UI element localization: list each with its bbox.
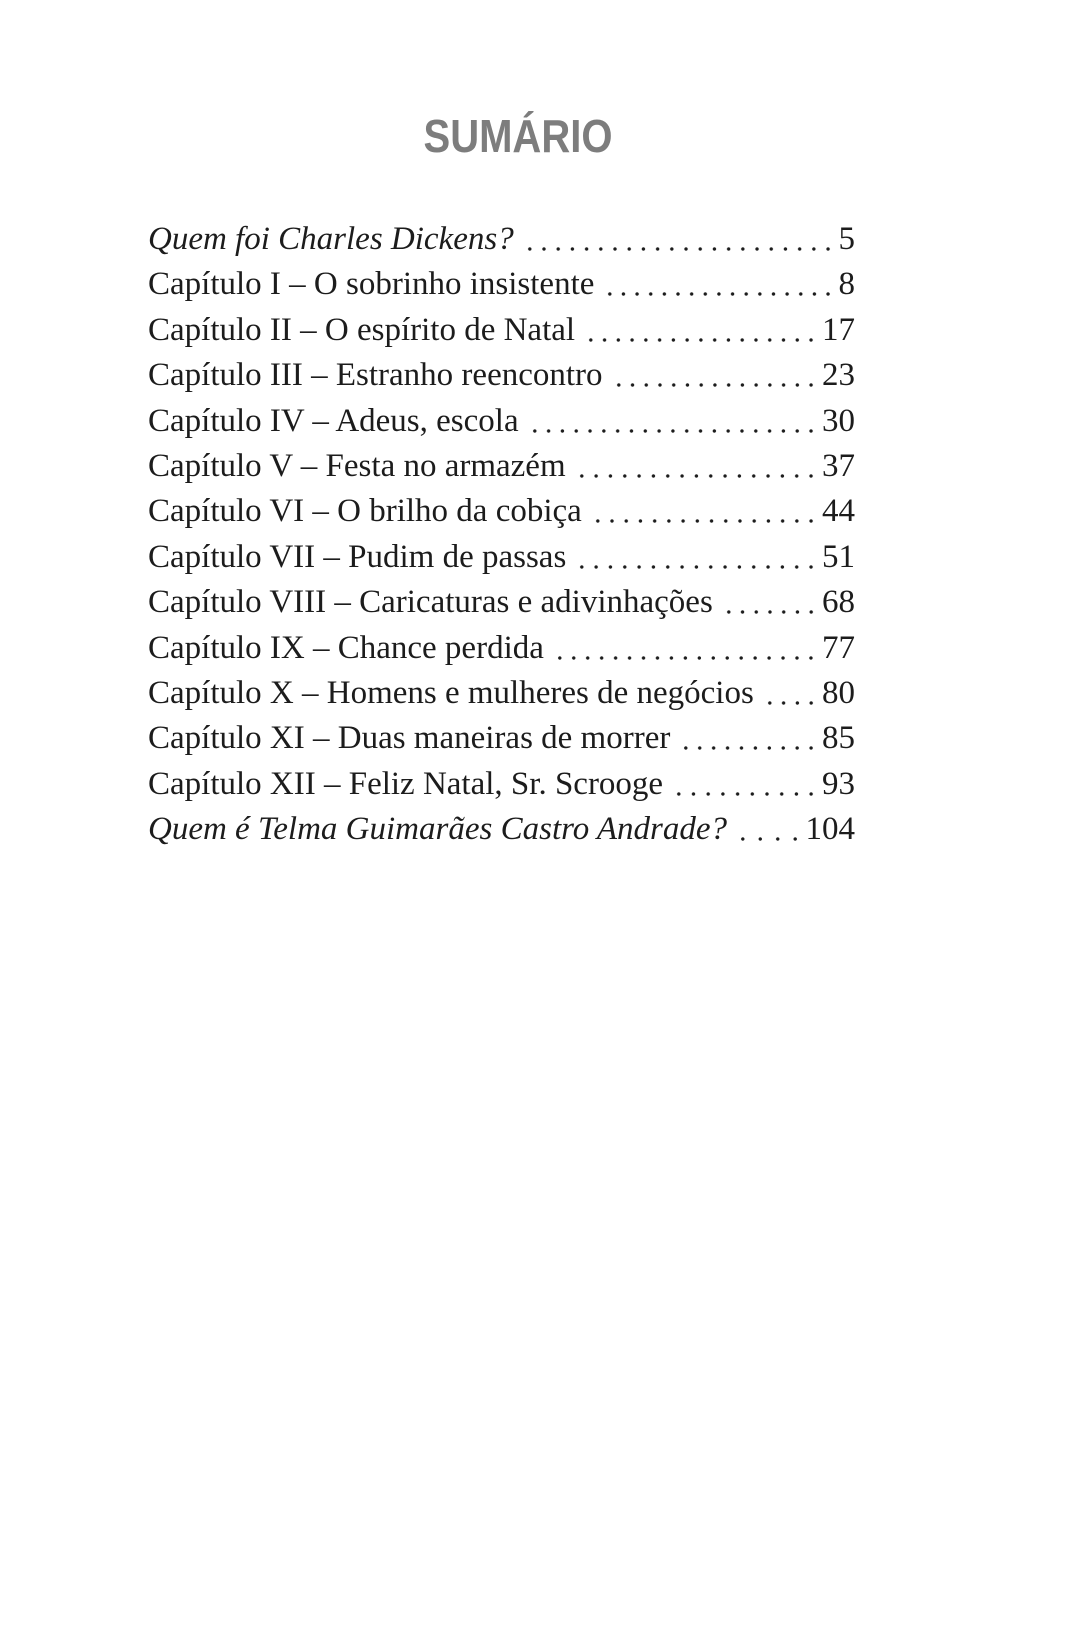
toc-entry-title: Quem foi Charles Dickens? [148, 221, 514, 257]
toc-entry-page-number: 85 [822, 720, 855, 757]
toc-entry [148, 807, 855, 852]
toc-entry-page-number: 44 [822, 493, 855, 530]
dot-leader [679, 716, 818, 761]
toc-entry-page-number: 104 [805, 811, 855, 848]
dot-leader [672, 762, 818, 807]
toc-entry-title: Capítulo VIII – Caricaturas e adivinhações [148, 584, 713, 621]
toc-entry-title: Capítulo VII – Pudim de passas [148, 538, 567, 575]
dot-leader [722, 580, 818, 625]
toc-entry-page-number: 8 [838, 266, 855, 303]
toc-entry-title: Capítulo V – Festa no armazém [148, 447, 566, 484]
toc-entry-title: Capítulo XII – Feliz Natal, Sr. Scrooge [148, 765, 664, 802]
toc-entry-page-number: 77 [822, 629, 855, 666]
toc-entry-page-number: 30 [822, 402, 855, 439]
toc-entry-title: Capítulo IX – Chance perdida [148, 629, 544, 666]
toc-entry [148, 444, 855, 489]
toc-entry-page-number: 80 [822, 674, 855, 711]
dot-leader [763, 671, 818, 716]
toc-entry [148, 671, 855, 716]
toc-entry-page-number: 17 [822, 311, 855, 348]
toc-entry-title: Capítulo X – Homens e mulheres de negócios [148, 674, 754, 711]
toc-entry [148, 489, 855, 534]
toc-entry-title: Capítulo XI – Duas maneiras de morrer [148, 720, 671, 757]
dot-leader [523, 217, 835, 262]
toc-entry-page-number: 68 [822, 584, 855, 621]
toc-entry-title: Capítulo VI – O brilho da cobiça [148, 493, 582, 530]
toc-entry [148, 308, 855, 353]
toc-entry-page-number: 23 [822, 357, 855, 394]
dot-leader [584, 308, 818, 353]
toc-entry-title: Capítulo III – Estranho reencontro [148, 357, 603, 394]
dot-leader [553, 626, 818, 671]
toc-entry-page-number: 5 [838, 221, 855, 257]
toc-entry-title: Capítulo II – O espírito de Natal [148, 311, 576, 348]
toc-entry [148, 762, 855, 807]
toc-entry-title: Capítulo IV – Adeus, escola [148, 402, 519, 439]
dot-leader [736, 807, 801, 852]
toc-entry [148, 535, 855, 580]
toc-entry-title: Quem é Telma Guimarães Castro Andrade? [148, 811, 728, 848]
toc-entry [148, 580, 855, 625]
toc-entry-page-number: 37 [822, 447, 855, 484]
dot-leader [591, 489, 818, 534]
toc-entry [148, 353, 855, 398]
toc-entry-title: Capítulo I – O sobrinho insistente [148, 266, 595, 303]
toc-entry-page-number: 93 [822, 765, 855, 802]
page-title: SUMÁRIO [423, 110, 613, 162]
toc-entry-page-number: 51 [822, 538, 855, 575]
dot-leader [612, 353, 818, 398]
dot-leader [603, 262, 834, 307]
toc-entry [148, 716, 855, 761]
dot-leader [575, 444, 818, 489]
toc-entry [148, 626, 855, 671]
toc-entry [148, 217, 855, 262]
toc-entry [148, 262, 855, 307]
table-of-contents [148, 217, 855, 852]
dot-leader [575, 535, 818, 580]
toc-entry [148, 399, 855, 444]
dot-leader [528, 399, 818, 444]
